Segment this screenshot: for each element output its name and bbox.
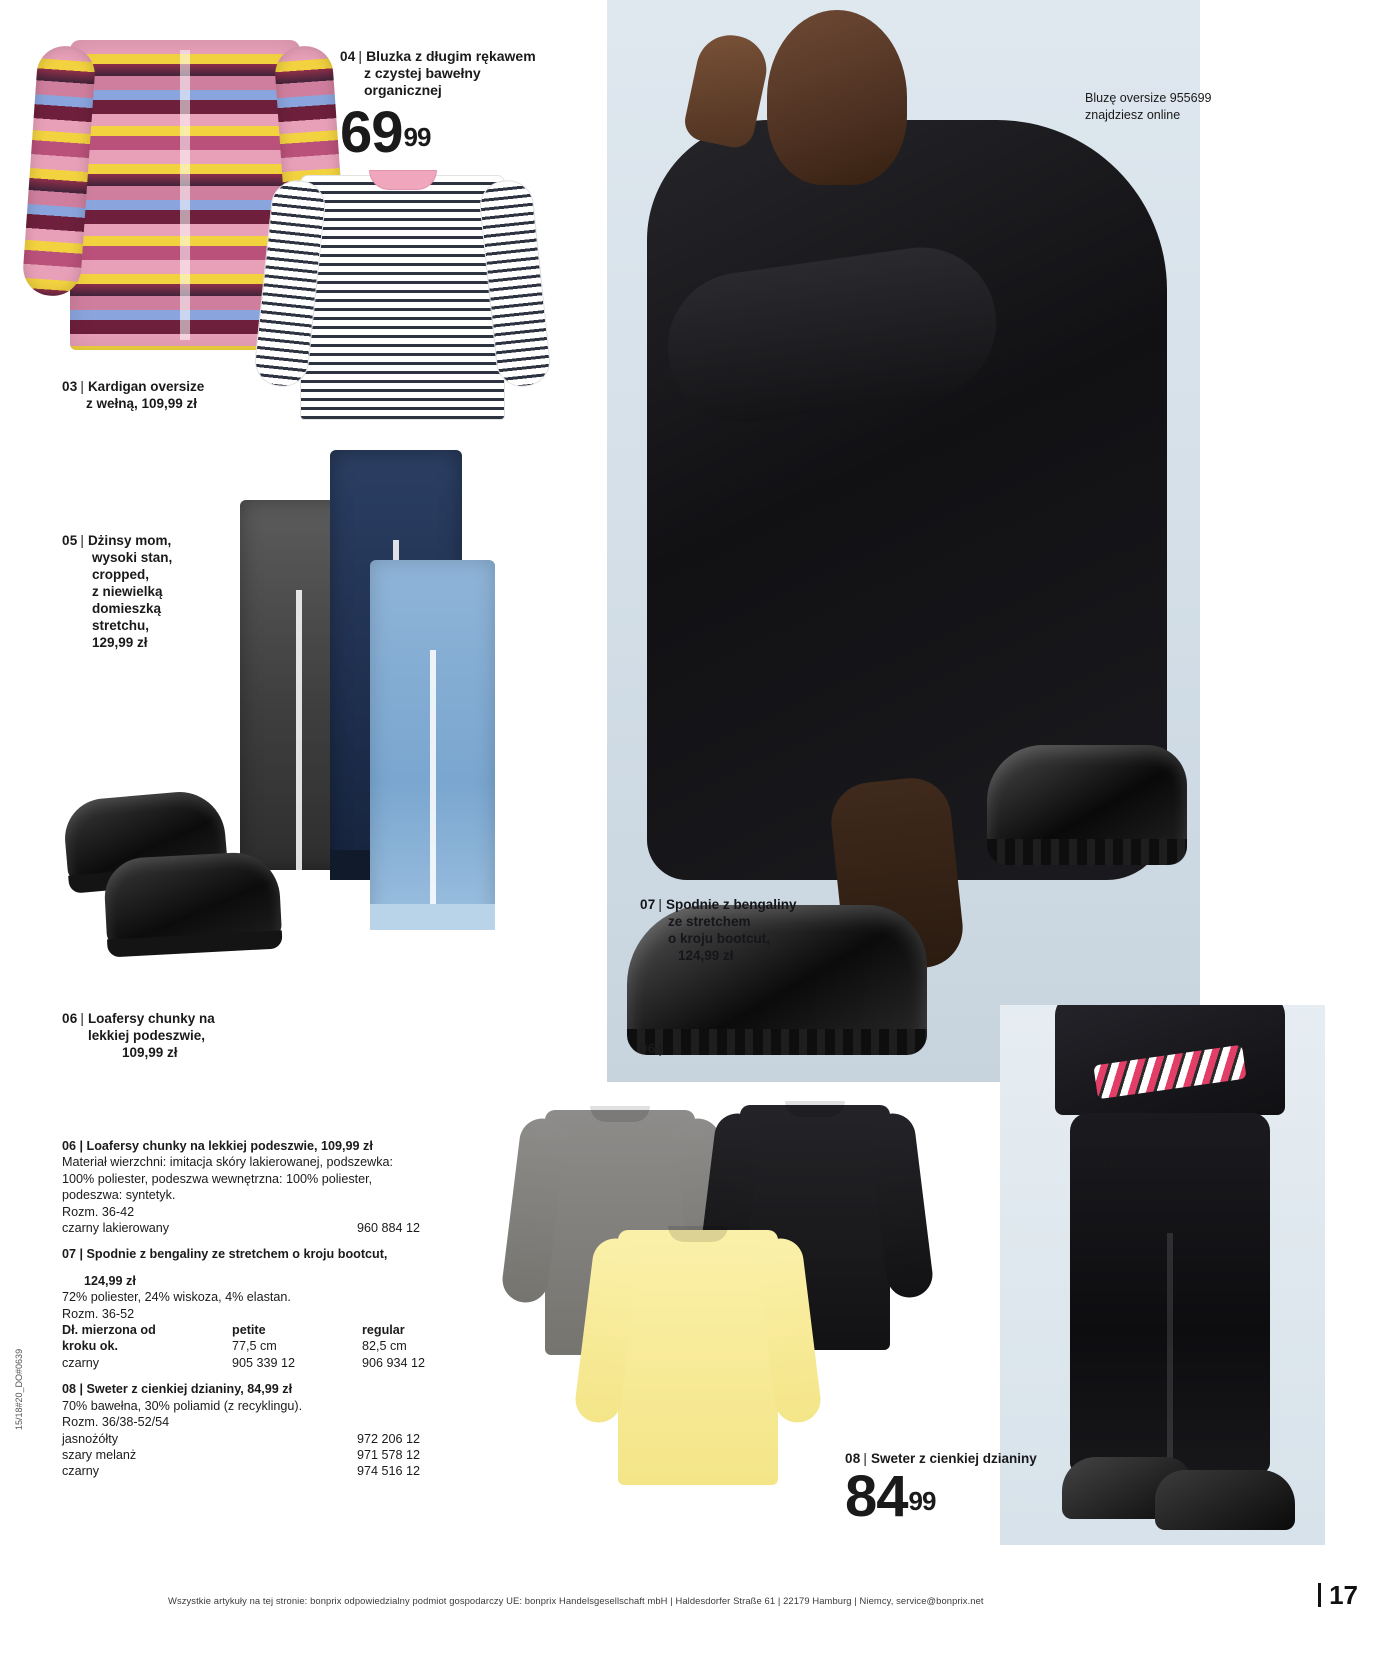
details-06-line2: 100% poliester, podeszwa wewnętrzna: 100% poliester, xyxy=(62,1171,373,1186)
details-07-th-petite: petite xyxy=(232,1323,266,1338)
item-04-line2: z czystej bawełny xyxy=(364,65,481,81)
photo-tag-07: 07 | xyxy=(1100,1156,1122,1171)
item-03-number: 03 xyxy=(62,379,78,394)
details-08-row xyxy=(62,1463,532,1479)
online-note-line1: Bluzę oversize 955699 xyxy=(1085,91,1212,105)
details-08-color: czarny xyxy=(62,1464,100,1479)
details-07-title2: 124,99 zł xyxy=(84,1273,136,1288)
details-07-th-measure-1: Dł. mierzona od xyxy=(62,1323,156,1338)
details-08-row xyxy=(62,1431,532,1447)
caption-item-03: 03 | Kardigan oversize z wełną, 109,99 zł xyxy=(62,378,302,412)
jeans-light-blue-product-photo xyxy=(370,560,495,930)
details-07-len-regular: 82,5 cm xyxy=(362,1339,407,1354)
jeans-leg-gap xyxy=(296,590,302,870)
item-06-line1: Loafersy chunky na xyxy=(87,1011,215,1026)
details-08-title: 08 | Sweter z cienkiej dzianiny, 84,99 zł xyxy=(62,1382,293,1397)
details-07-th-measure-2: kroku ok. xyxy=(62,1339,118,1354)
details-08-code: 972 206 12 xyxy=(357,1431,421,1446)
sweater-neckline xyxy=(785,1101,845,1117)
details-07-code-petite: 905 339 12 xyxy=(232,1355,296,1370)
item-04-price-main: 69 xyxy=(340,100,403,165)
item-05-line6: stretchu, xyxy=(92,618,150,633)
details-08-color: jasnożółty xyxy=(62,1431,119,1446)
item-06-line2: lekkiej podeszwie, xyxy=(88,1028,206,1043)
item-05-line3: cropped, xyxy=(92,567,150,582)
jeans-hem xyxy=(370,904,495,930)
item-05-line1: Dżinsy mom, xyxy=(87,533,172,548)
model-head xyxy=(767,10,907,185)
details-07-sizes: Rozm. 36-52 xyxy=(62,1306,135,1321)
item-05-line5: domieszką xyxy=(92,601,162,616)
page-number-bar xyxy=(1318,1583,1321,1607)
details-07-th-regular: regular xyxy=(362,1323,405,1338)
online-note xyxy=(1085,90,1285,124)
details-07-line1: 72% poliester, 24% wiskoza, 4% elastan. xyxy=(62,1290,291,1305)
item-08-price-cents: 99 xyxy=(908,1485,936,1516)
tee-collar xyxy=(369,170,437,190)
photo-tag-07-number: 07 xyxy=(1100,1156,1116,1171)
details-08-color: szary melanż xyxy=(62,1447,137,1462)
item-08-price xyxy=(845,1464,1105,1529)
details-07-code-regular: 906 934 12 xyxy=(362,1355,426,1370)
details-06-title: 06 | Loafersy chunky na lekkiej podeszwie, 109,99 zł xyxy=(62,1139,373,1153)
item-08-title: Sweter z cienkiej dzianiny xyxy=(870,1451,1037,1466)
item-05-line7: 129,99 zł xyxy=(92,635,148,650)
page-number-value: 17 xyxy=(1329,1580,1358,1610)
jeans-leg-gap xyxy=(430,650,436,930)
item-04-line1: Bluzka z długim rękawem xyxy=(366,48,536,64)
details-08-row xyxy=(62,1447,532,1463)
item-08-number: 08 xyxy=(845,1451,861,1466)
details-07-color: czarny xyxy=(62,1355,100,1370)
shoe-tread xyxy=(627,1029,927,1055)
caption-item-07-on-photo: 07 | Spodnie z bengaliny ze stretchem o kroju bootcut, 124,99 zł xyxy=(640,896,860,964)
details-06-line3: podeszwa: syntetyk. xyxy=(62,1188,176,1203)
details-07-table-header xyxy=(62,1322,532,1338)
details-06-color-row xyxy=(62,1220,532,1236)
item-07-line1: Spodnie z bengaliny xyxy=(665,897,797,912)
item-08-price-main: 84 xyxy=(845,1464,908,1529)
caption-item-06: 06 | Loafersy chunky na lekkiej podeszwie, 109,99 zł xyxy=(62,1010,302,1061)
photo-tag-06: 06 | xyxy=(640,1041,662,1056)
caption-item-08: 08 | Sweter z cienkiej dzianiny 8499 xyxy=(845,1450,1105,1523)
item-07-number: 07 xyxy=(640,897,656,912)
sweater-yellow-product-photo xyxy=(618,1230,778,1485)
details-08-line1: 70% bawełna, 30% poliamid (z recyklingu). xyxy=(62,1398,303,1413)
details-06-line1: Materiał wierzchni: imitacja skóry lakierowanej, podszewka: xyxy=(62,1155,394,1170)
footer-legal-text: Wszystkie artykuły na tej stronie: bonprix odpowiedzialny podmiot gospodarczy UE: bonprix Handelsgesellschaft mbH | Haldesdorfer Straße 61 | 22179 Hamburg | Niemcy, service@bonprix.net xyxy=(168,1595,984,1606)
details-07-title: 07 | Spodnie z bengaliny ze stretchem o kroju bootcut, xyxy=(62,1247,388,1262)
details-08-sizes: Rozm. 36/38-52/54 xyxy=(62,1415,170,1430)
item-07-line4: 124,99 zł xyxy=(678,948,734,963)
details-06-color: czarny lakierowany xyxy=(62,1221,170,1236)
caption-item-05: 05 | Dżinsy mom, wysoki stan, cropped, z niewielką domieszką stretchu, 129,99 zł xyxy=(62,532,232,651)
cardigan-front-opening xyxy=(180,50,190,340)
item-04-number: 04 xyxy=(340,49,356,64)
item-05-line2: wysoki stan, xyxy=(92,550,173,565)
sweater-neckline xyxy=(668,1226,728,1242)
item-04-line3: organicznej xyxy=(364,82,442,98)
item-06-number: 06 xyxy=(62,1011,78,1026)
item-05-line4: z niewielką xyxy=(92,584,163,599)
photo-tag-06-number: 06 xyxy=(640,1041,656,1056)
loafer-shoe-right xyxy=(103,850,282,947)
item-03-line2: z wełną, 109,99 zł xyxy=(86,396,198,411)
details-06-code: 960 884 12 xyxy=(357,1221,421,1236)
shoe-tread xyxy=(987,839,1187,865)
item-03-line1: Kardigan oversize xyxy=(87,379,205,394)
details-08-code: 974 516 12 xyxy=(357,1464,421,1479)
trousers-leg-gap xyxy=(1167,1233,1173,1473)
model-shoe-back xyxy=(987,745,1187,865)
item-07-line3: o kroju bootcut, xyxy=(668,931,770,946)
details-08-code: 971 578 12 xyxy=(357,1447,421,1462)
model2-shoe-right xyxy=(1155,1470,1295,1530)
side-print-code: 15/18#20_DO#0639 xyxy=(14,1348,24,1430)
page-number xyxy=(1318,1580,1358,1611)
details-06-sizes: Rozm. 36-42 xyxy=(62,1204,135,1219)
striped-longsleeve-product-photo xyxy=(300,175,505,420)
details-07-table-header-2 xyxy=(62,1338,532,1354)
caption-item-04: 04 | Bluzka z długim rękawem z czystej bawełny organicznej 6999 xyxy=(340,48,590,159)
shoe-sole xyxy=(107,930,283,957)
item-05-number: 05 xyxy=(62,533,78,548)
details-07-table-row-codes xyxy=(62,1355,532,1371)
item-07-line2: ze stretchem xyxy=(668,914,751,929)
item-04-price-cents: 99 xyxy=(403,121,431,152)
item-06-line3: 109,99 zł xyxy=(122,1045,178,1060)
online-note-line2: znajdziesz online xyxy=(1085,108,1181,122)
details-07-len-petite: 77,5 cm xyxy=(232,1339,277,1354)
product-details-block xyxy=(62,1138,532,1480)
sweater-neckline xyxy=(590,1106,650,1122)
